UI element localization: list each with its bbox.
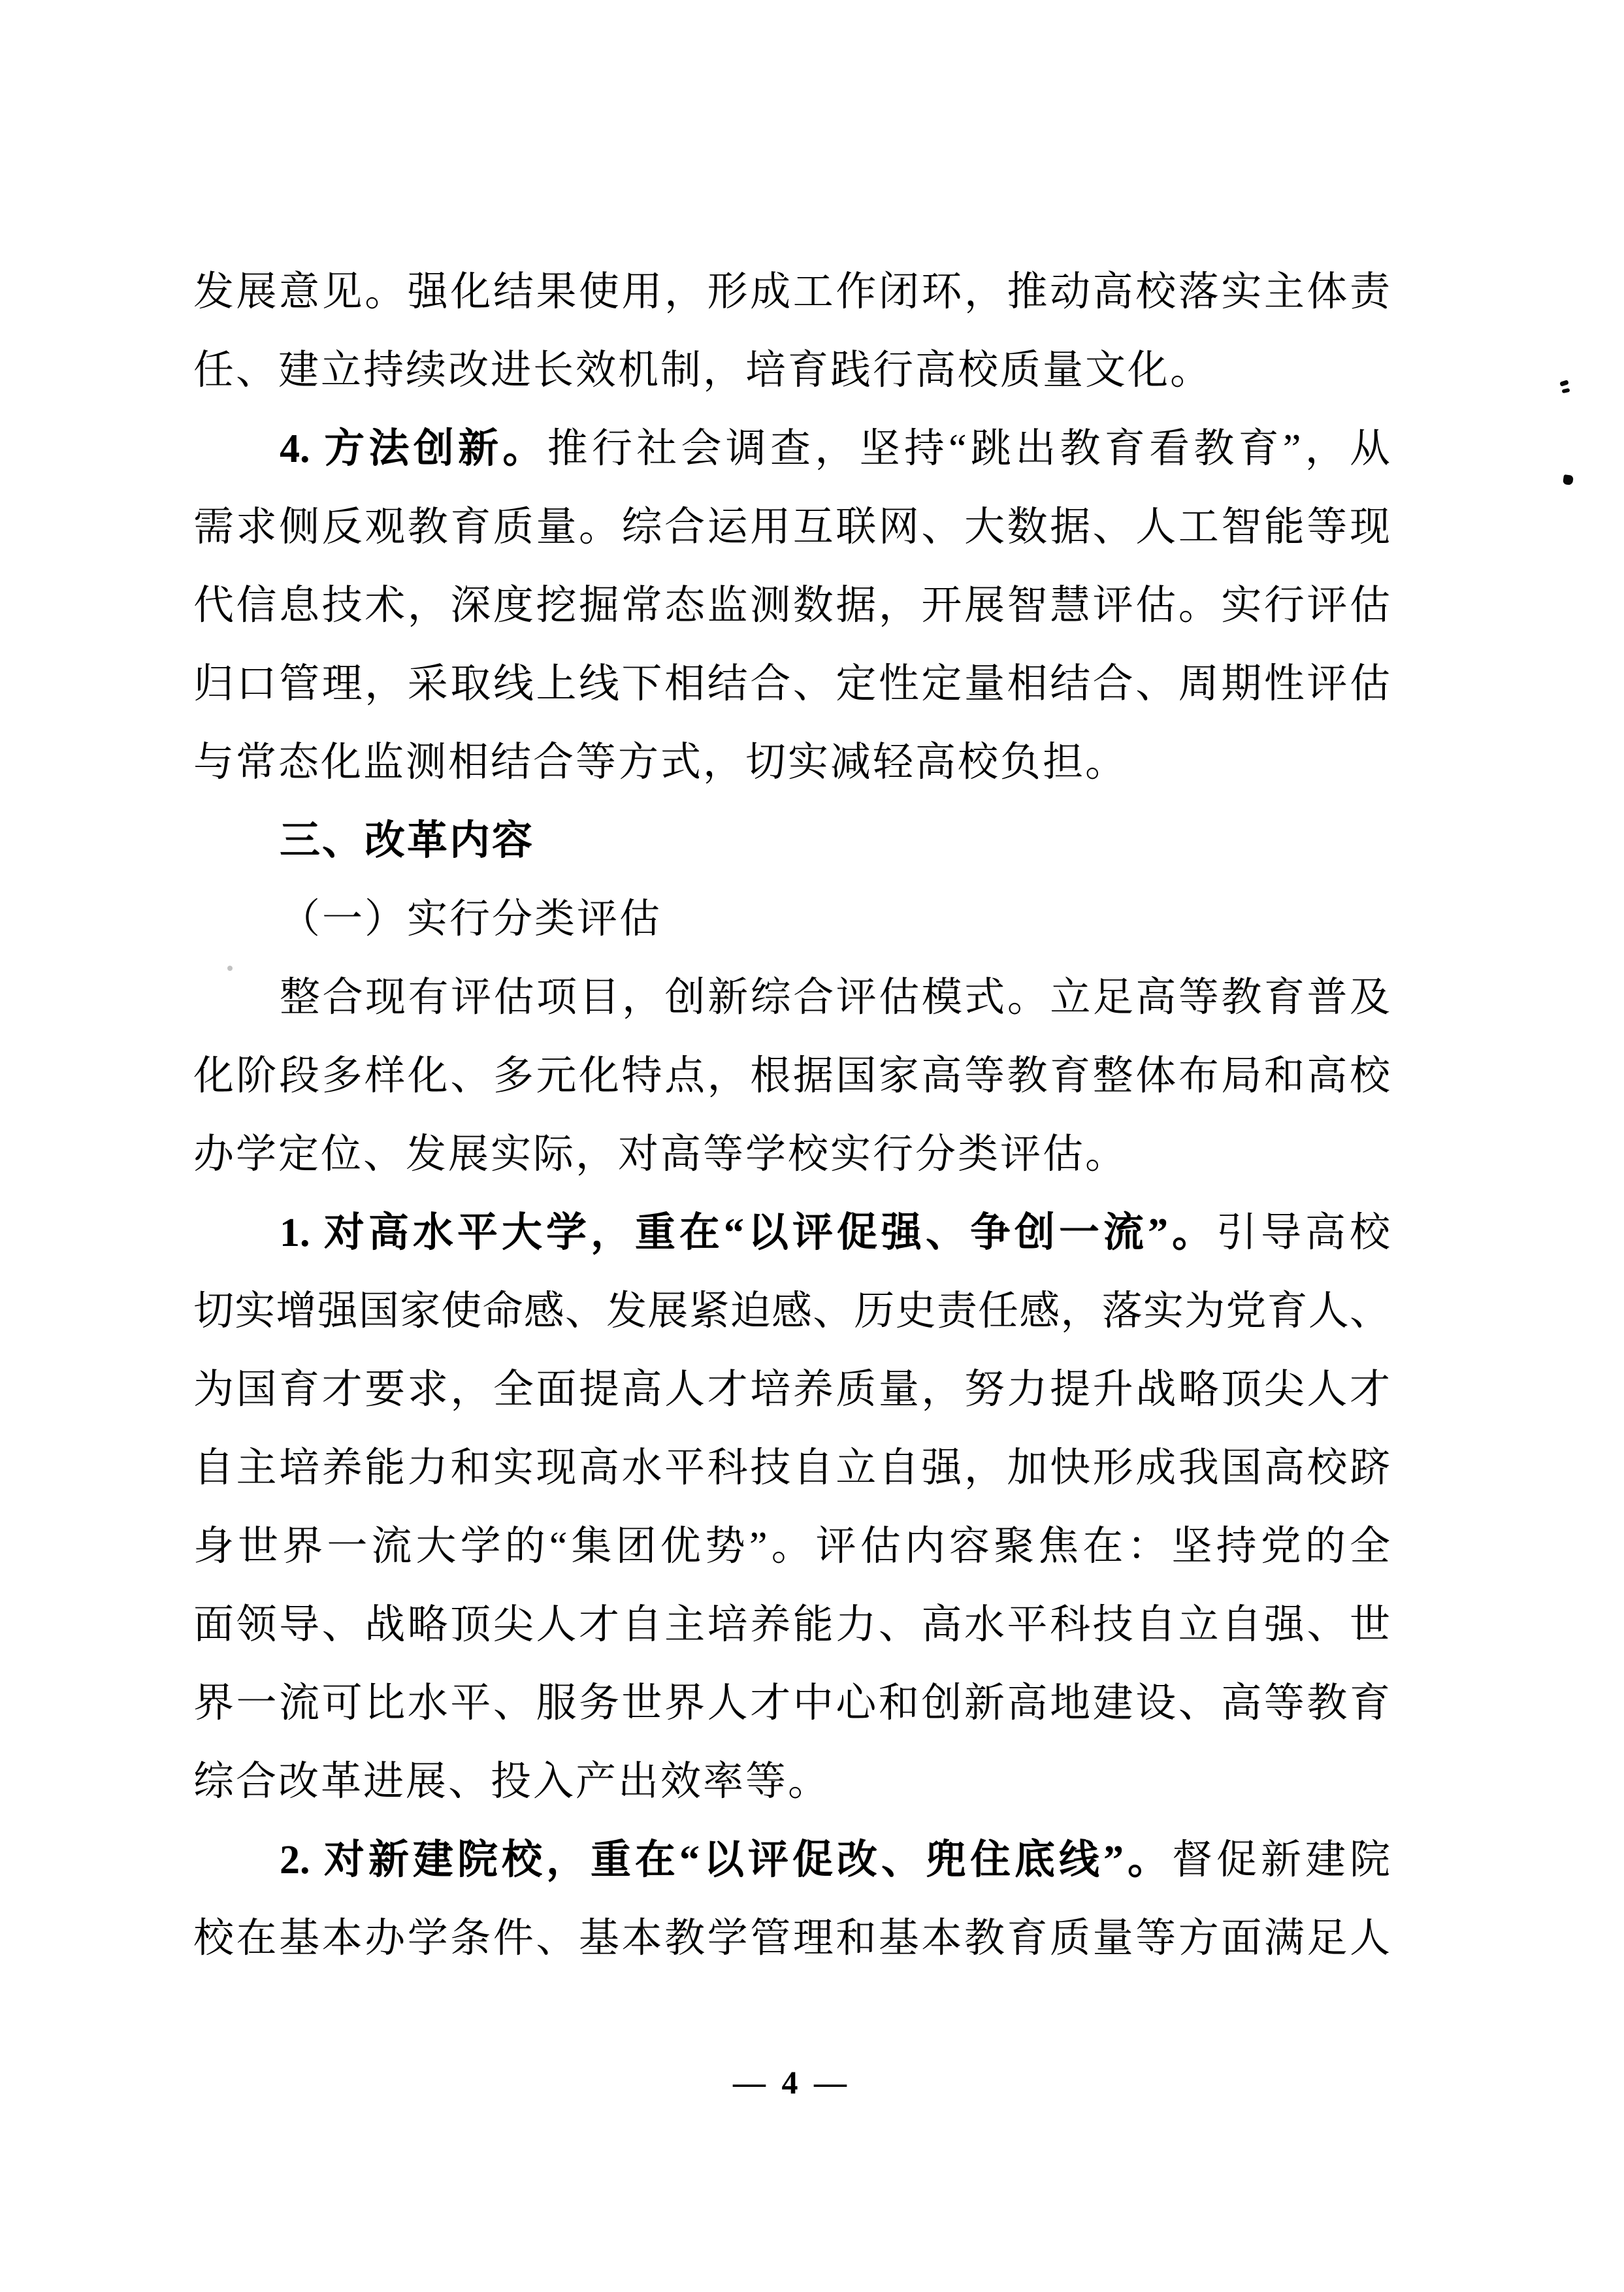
document-text-block [193, 253, 1390, 1978]
text-line [193, 253, 1390, 331]
text-run: 自主培养能力和实现高水平科技自立自强，加快形成我国高校跻 [193, 1446, 1390, 1490]
text-line [193, 958, 1390, 1037]
text-line [193, 1821, 1390, 1899]
text-run: （一）实行分类评估 [280, 897, 662, 941]
text-run: 面领导、战略顶尖人才自主培养能力、高水平科技自立自强、世 [193, 1603, 1390, 1647]
text-run: 整合现有评估项目，创新综合评估模式。立足高等教育普及 [280, 975, 1390, 1020]
subsection-heading [193, 880, 1390, 958]
text-run: 综合改革进展、投入产出效率等。 [193, 1760, 831, 1804]
text-line [193, 1899, 1390, 1978]
text-line [193, 645, 1390, 723]
text-line [193, 331, 1390, 410]
bold-run: 2. 对新建院校，重在“以评促改、兜住底线”。 [280, 1838, 1172, 1882]
text-run: 需求侧反观教育质量。综合运用互联网、大数据、人工智能等现 [193, 505, 1390, 549]
text-line [193, 566, 1390, 645]
text-line [193, 1194, 1390, 1272]
text-line [193, 1664, 1390, 1743]
text-line [193, 1037, 1390, 1115]
text-run: 校在基本办学条件、基本教学管理和基本教育质量等方面满足人 [193, 1916, 1390, 1961]
text-line [193, 1429, 1390, 1507]
text-run: 引导高校 [1216, 1211, 1390, 1255]
text-run: 为国育才要求，全面提高人才培养质量，努力提升战略顶尖人才 [193, 1367, 1390, 1412]
bold-run: 三、改革内容 [280, 818, 535, 863]
text-line [193, 1586, 1390, 1664]
ink-speck [1563, 475, 1573, 485]
text-run: 化阶段多样化、多元化特点，根据国家高等教育整体布局和高校 [193, 1054, 1390, 1098]
bold-run: 1. 对高水平大学，重在“以评促强、争创一流”。 [280, 1211, 1216, 1255]
text-run: 归口管理，采取线上线下相结合、定性定量相结合、周期性评估 [193, 662, 1390, 706]
page-number: — 4 — [733, 2064, 851, 2101]
text-line [193, 1507, 1390, 1586]
text-line [193, 410, 1390, 488]
text-run: 办学定位、发展实际，对高等学校实行分类评估。 [193, 1132, 1128, 1177]
text-run: 推行社会调查，坚持“跳出教育看教育”，从 [547, 427, 1390, 471]
text-run: 身世界一流大学的“集团优势”。评估内容聚焦在：坚持党的全 [193, 1524, 1390, 1569]
text-line [193, 488, 1390, 566]
text-run: 任、建立持续改进长效机制，培育践行高校质量文化。 [193, 348, 1213, 393]
text-line [193, 723, 1390, 802]
text-run: 发展意见。强化结果使用，形成工作闭环，推动高校落实主体责 [193, 270, 1390, 314]
section-heading [193, 802, 1390, 880]
ink-speck [227, 966, 233, 971]
text-line [193, 1272, 1390, 1351]
text-run: 代信息技术，深度挖掘常态监测数据，开展智慧评估。实行评估 [193, 583, 1390, 628]
ink-speck [1559, 380, 1572, 397]
bold-run: 4. 方法创新。 [280, 427, 547, 471]
text-run: 与常态化监测相结合等方式，切实减轻高校负担。 [193, 740, 1128, 785]
text-line [193, 1743, 1390, 1821]
text-run: 切实增强国家使命感、发展紧迫感、历史责任感，落实为党育人、 [193, 1289, 1390, 1334]
text-line [193, 1115, 1390, 1194]
text-run: 界一流可比水平、服务世界人才中心和创新高地建设、高等教育 [193, 1681, 1390, 1726]
text-line [193, 1351, 1390, 1429]
text-run: 督促新建院 [1171, 1838, 1390, 1882]
